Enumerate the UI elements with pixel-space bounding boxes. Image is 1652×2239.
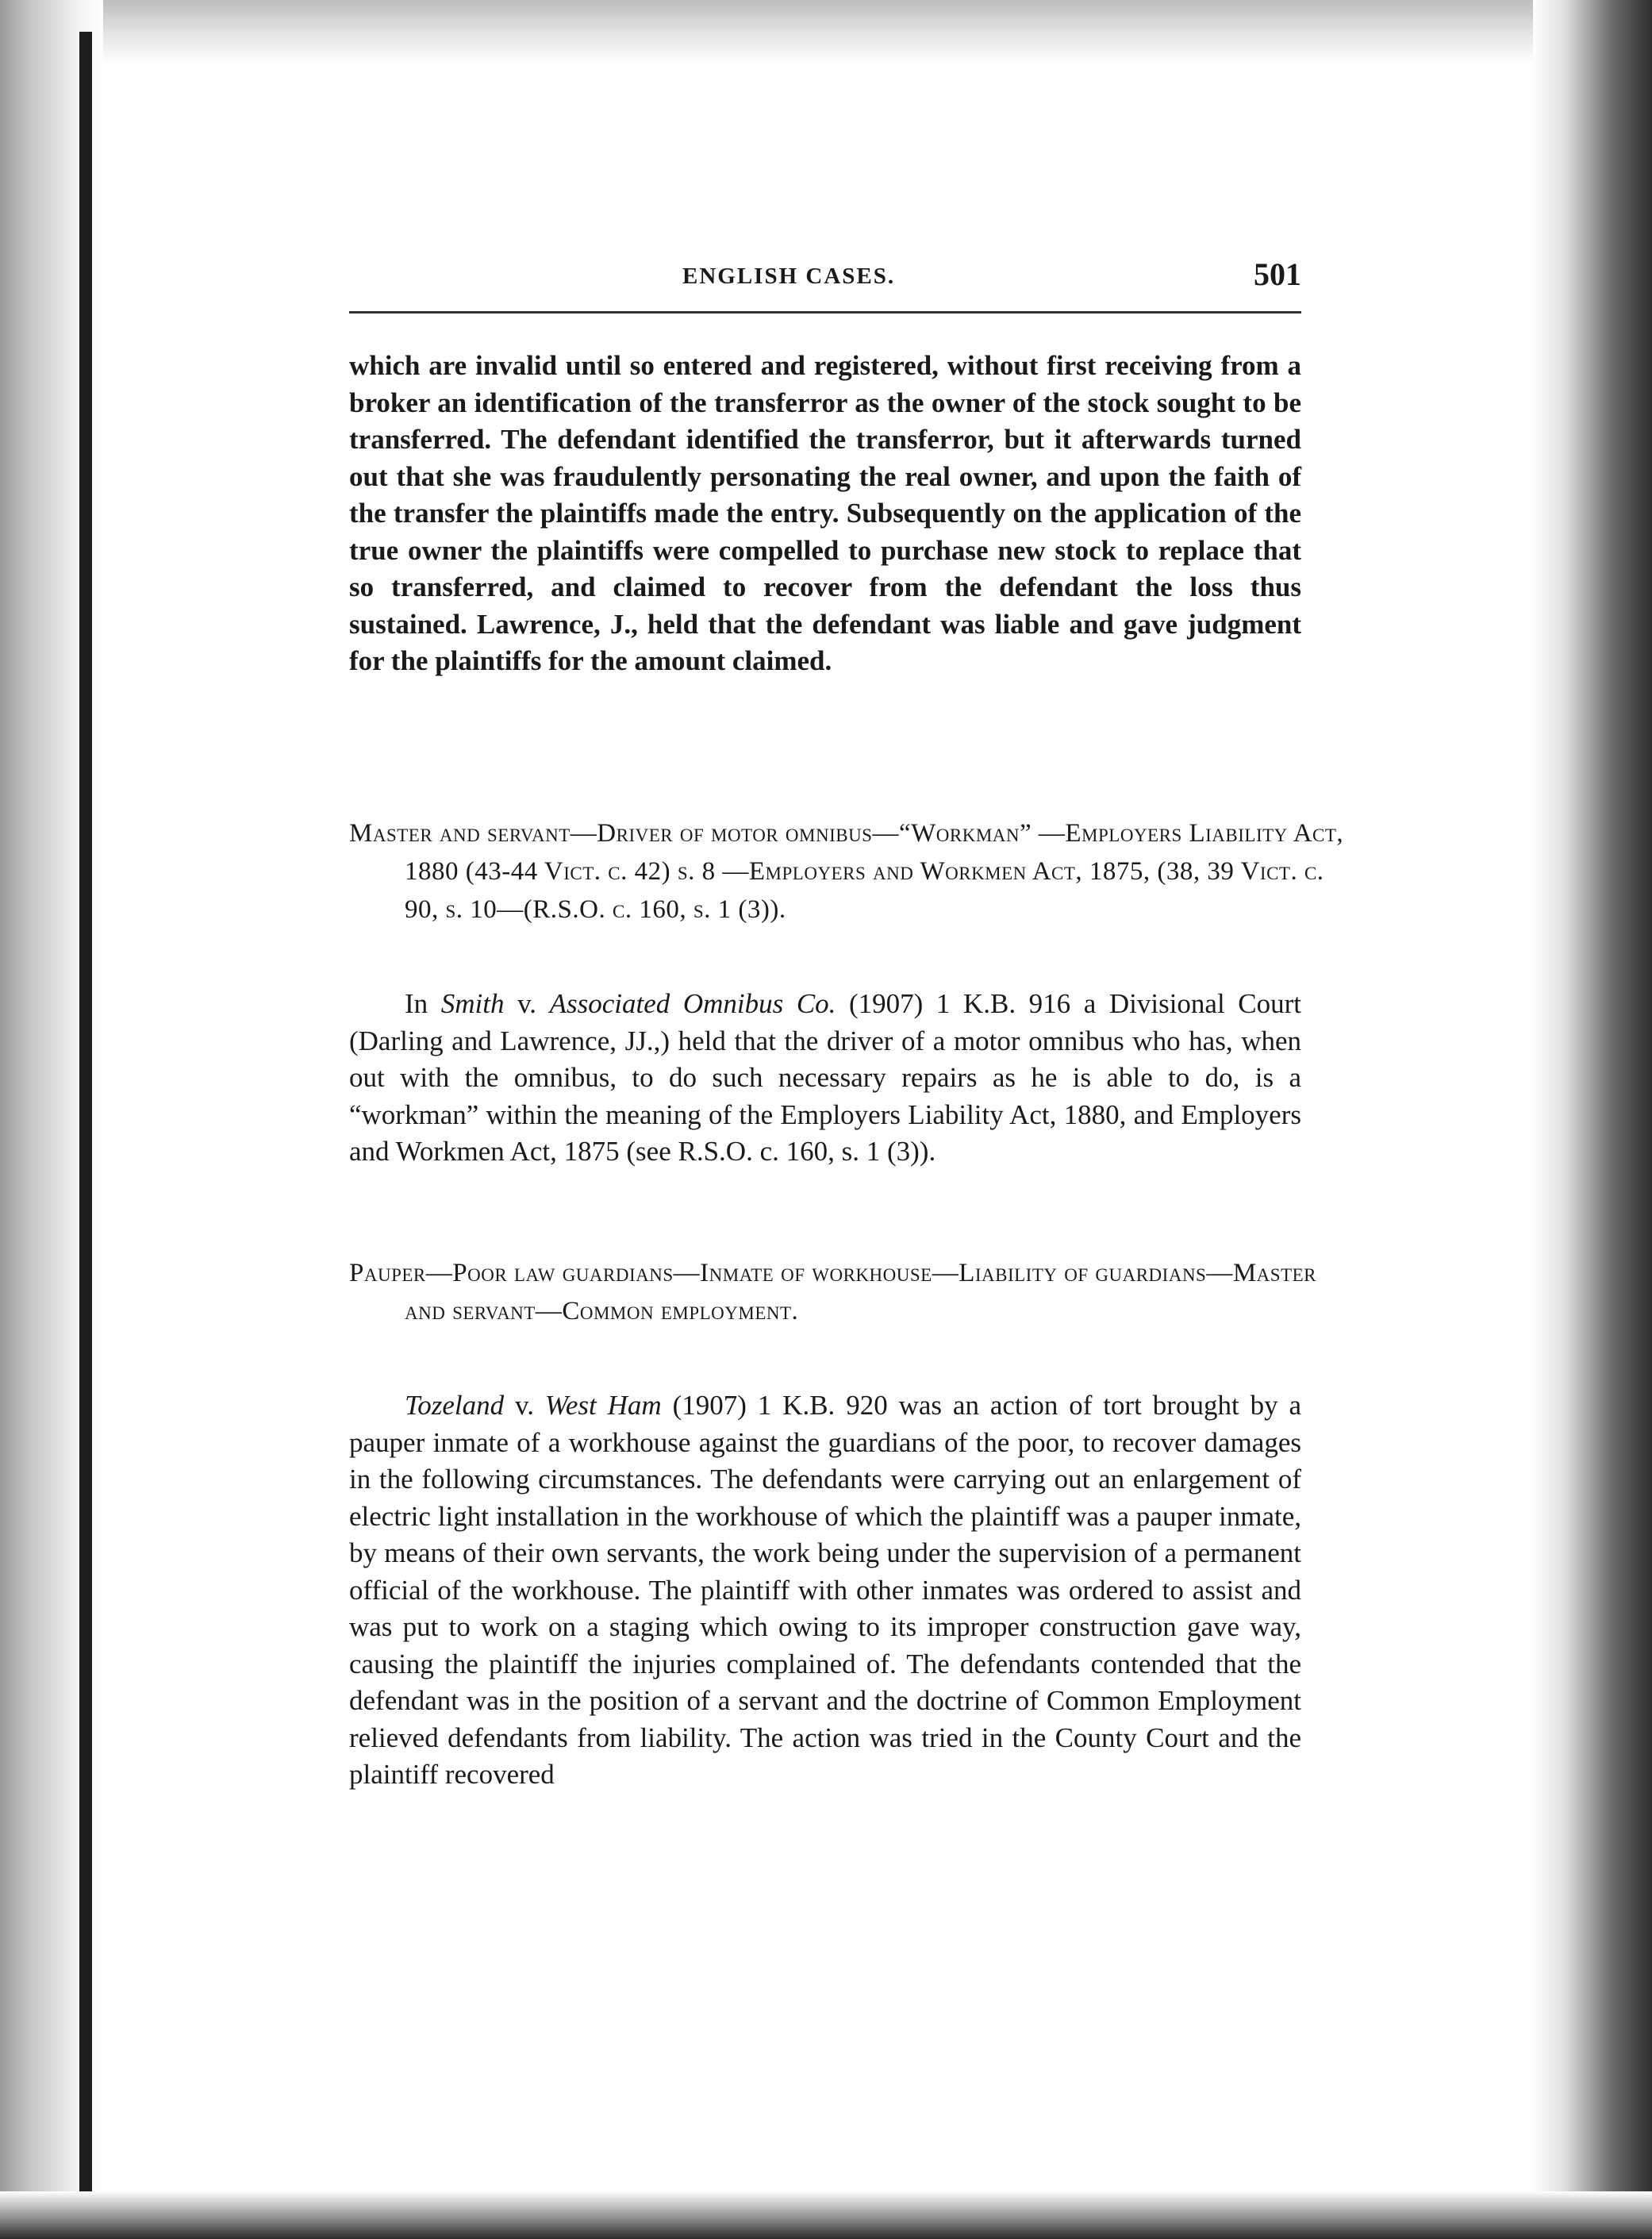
scan-binding-shadow — [79, 32, 92, 2222]
running-head: ENGLISH CASES. — [682, 264, 896, 289]
scan-bottom-edge — [0, 2191, 1652, 2239]
versus: v. — [504, 1390, 545, 1421]
case-party: Associated Omnibus Co. — [549, 988, 836, 1019]
scan-right-edge — [1533, 0, 1652, 2239]
versus: v. — [504, 988, 550, 1019]
paragraph-smith-case — [349, 986, 1301, 1171]
paragraph-body: (1907) 1 K.B. 916 a Divisional Court (Darling and Lawrence, JJ.,) held that the driver of a motor omnibus who has, when out with the omnibus, to do such necessary repairs as he is able to do, is a “workman” within the meaning of the Employers Liability Act, 1880, and Employers and Workmen Act, 1875 (see R.S.O. c. 160, s. 1 (3)). — [349, 988, 1301, 1167]
paragraph-continuation: which are invalid until so entered and registered, without first receiving from a broker an identification of the transferror as the owner of the stock sought to be transferred. The defendant identified the transferror, but it afterwards turned out that she was fraudulently personating the real owner, and upon the faith of the transfer the plaintiffs made the entry. Subsequently on the application of the true owner the plaintiffs were compelled to purchase new stock to replace that so transferred, and claimed to recover from the defendant the loss thus sustained. Lawrence, J., held that the defendant was liable and gave judgment for the plaintiffs for the amount claimed. — [349, 350, 1301, 676]
case-name: Smith — [440, 988, 505, 1019]
header-rule — [349, 311, 1301, 314]
page-number: 501 — [1254, 256, 1301, 292]
case-party: West Ham — [544, 1390, 662, 1421]
section-heading-master-servant: Master and servant—Driver of motor omnibus—“Workman” —Employers Liability Act, 1880 (43-44 Vict. c. 42) s. 8 —Employers and Workmen Act, 1875, (38, 39 Vict. c. 90, s. 10—(R.S.O. c. 160, s. 1 (3)). — [349, 819, 1344, 924]
scan-top-edge — [0, 0, 1652, 63]
paragraph-tozeland-case — [349, 1387, 1301, 1794]
page-header — [349, 256, 1301, 303]
paragraph-body: (1907) 1 K.B. 920 was an action of tort brought by a pauper inmate of a workhouse against the guardians of the poor, to recover damages in the following circumstances. The defendants were carrying out an enlargement of electric light installation in the workhouse of which the plaintiff was a pauper inmate, by means of their own servants, the work being under the supervision of a permanent official of the workhouse. The plaintiff with other inmates was ordered to assist and was put to work on a staging which owing to its improper construction gave way, causing the plaintiff the injuries complained of. The defendants contended that the defendant was in the position of a servant and the doctrine of Common Employment relieved defendants from liability. The action was tried in the County Court and the plaintiff recovered — [349, 1390, 1301, 1790]
case-name: Tozeland — [405, 1390, 505, 1421]
paragraph-lead: In — [405, 988, 441, 1019]
section-heading-pauper: Pauper—Poor law guardians—Inmate of workhouse—Liability of guardians—Master and servant—Common employment. — [349, 1259, 1317, 1325]
